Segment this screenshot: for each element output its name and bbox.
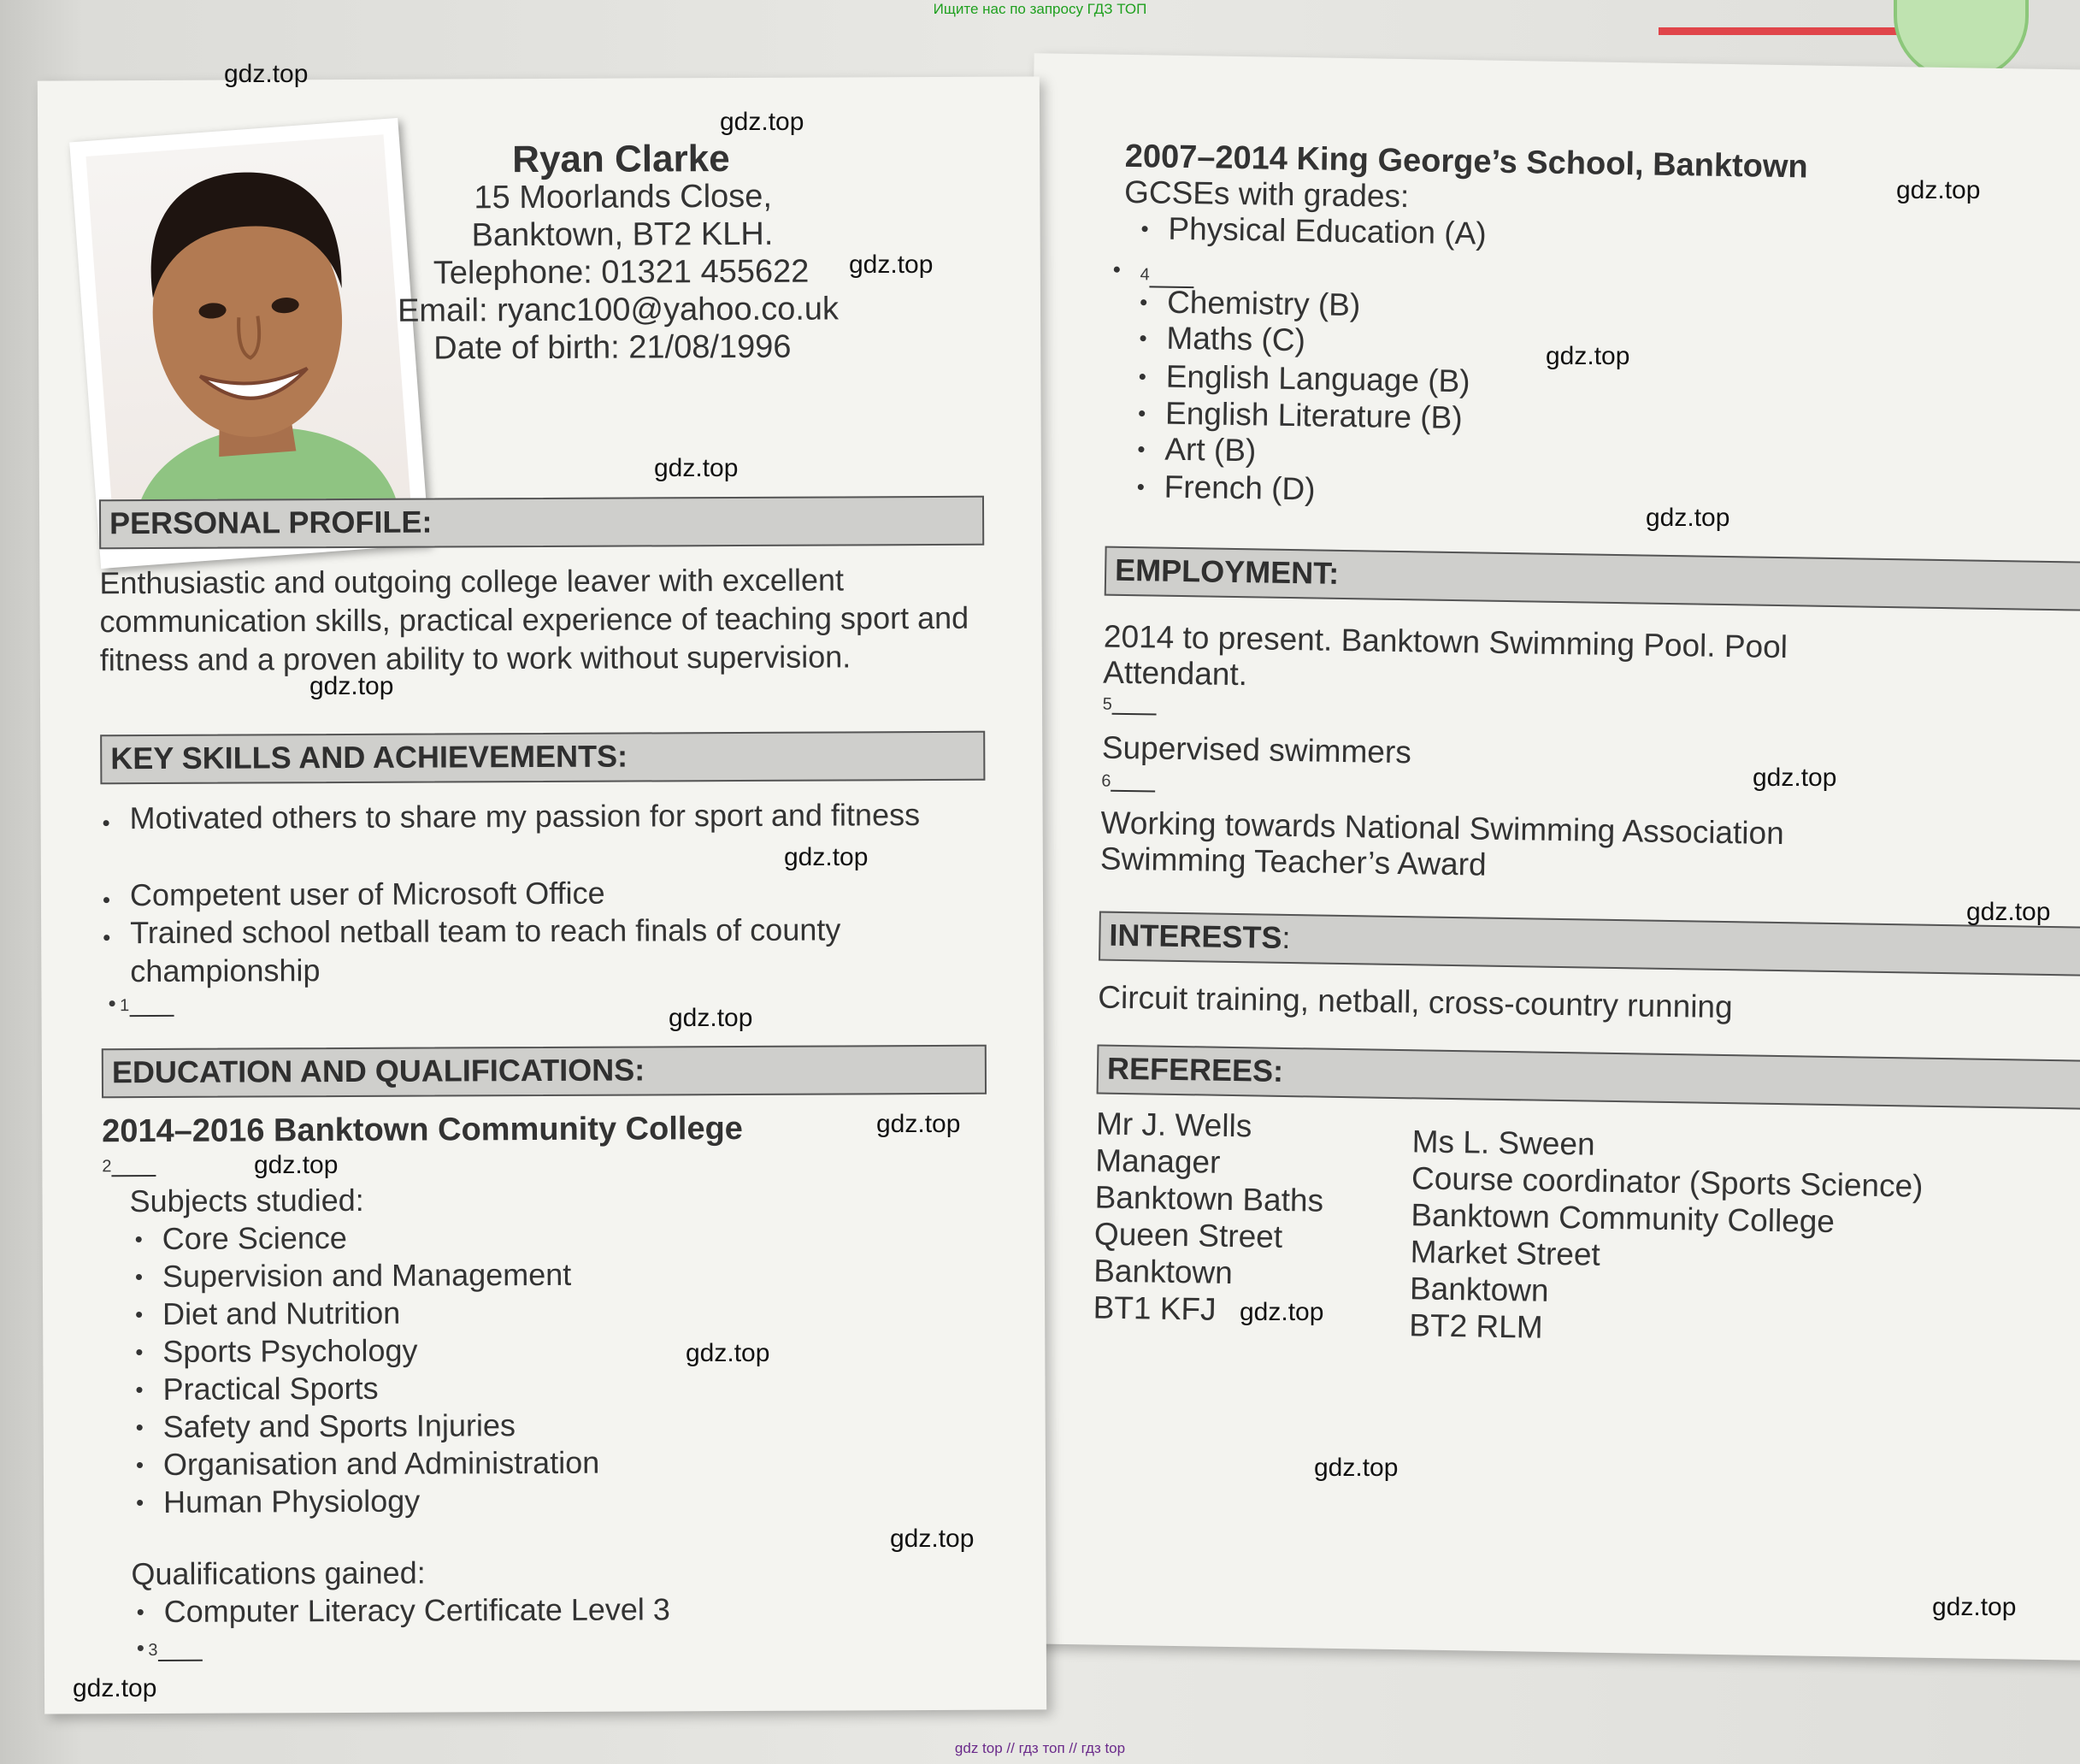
employment-line: Attendant.: [1103, 654, 1248, 693]
employment-line: 2014 to present. Banktown Swimming Pool. Pool: [1103, 618, 1788, 665]
watermark: gdz.top: [654, 454, 739, 482]
employment-duty: Supervised swimmers: [1101, 729, 1412, 770]
referee-line: Manager: [1095, 1142, 1221, 1180]
watermark: gdz.top: [686, 1339, 770, 1367]
watermark: gdz.top: [309, 672, 394, 700]
address-line: Banktown, BT2 KLH.: [471, 215, 774, 254]
address-line: 15 Moorlands Close,: [474, 178, 773, 216]
watermark: gdz.top: [1896, 176, 1981, 204]
portrait-image: [85, 134, 411, 534]
personal-profile-text: Enthusiastic and outgoing college leaver with excellent communication skills, practical experience of teaching sport and fitness and a proven ability to work without supervision.: [99, 562, 969, 678]
qualifications-label: Qualifications gained:: [131, 1555, 426, 1592]
skill-item: • Motivated others to share my passion for sport and fitness: [130, 795, 951, 837]
watermark: gdz.top: [849, 251, 934, 279]
email: Email: ryanc100@yahoo.co.uk: [397, 291, 840, 329]
referee-line: BT2 RLM: [1409, 1307, 1543, 1345]
bottom-banner[interactable]: gdz top // гдз топ // гдз top: [954, 1740, 1126, 1756]
gcse-item: • English Language (B): [1165, 359, 1470, 400]
telephone: Telephone: 01321 455622: [433, 253, 810, 292]
qualification-item: • Computer Literacy Certificate Level 3: [164, 1591, 670, 1630]
referee-line: Banktown Baths: [1094, 1179, 1324, 1218]
gcse-item: • English Literature (B): [1165, 396, 1463, 436]
cv-left-page: [38, 76, 1046, 1714]
subject-item: • Supervision and Management: [162, 1257, 571, 1295]
referee-line: Banktown: [1093, 1253, 1234, 1291]
college-title: 2014–2016 Banktown Community College: [102, 1110, 743, 1150]
watermark: gdz.top: [1240, 1298, 1324, 1326]
gcse-label: GCSEs with grades:: [1123, 174, 1410, 215]
referee-line: Market Street: [1410, 1234, 1601, 1272]
watermark: gdz.top: [73, 1674, 157, 1702]
referee-line: Course coordinator (Sports Science): [1411, 1160, 1924, 1204]
referee-line: BT1 KFJ: [1093, 1289, 1217, 1327]
gcse-item: • Chemistry (B): [1167, 285, 1361, 324]
subject-item: • Organisation and Administration: [163, 1445, 599, 1483]
gap-1: • 1: [108, 990, 174, 1017]
award-line: Working towards National Swimming Association: [1100, 805, 1785, 852]
watermark: gdz.top: [224, 60, 309, 88]
gcse-item: • French (D): [1164, 469, 1315, 508]
gcse-item: • Physical Education (A): [1168, 211, 1487, 252]
watermark: gdz.top: [1932, 1593, 2017, 1621]
gap-6: 6: [1101, 768, 1156, 793]
referee-line: Banktown Community College: [1411, 1197, 1835, 1240]
award-line: Swimming Teacher’s Award: [1099, 841, 1487, 882]
subjects-label: Subjects studied:: [129, 1182, 364, 1219]
watermark: gdz.top: [890, 1525, 975, 1553]
subject-item: • Diet and Nutrition: [162, 1295, 400, 1332]
subject-item: • Safety and Sports Injuries: [163, 1407, 516, 1445]
interests-heading: INTERESTS:: [1099, 911, 2080, 976]
gcse-item: • Art (B): [1164, 432, 1257, 469]
education-heading: EDUCATION AND QUALIFICATIONS:: [102, 1045, 987, 1099]
gap-4: • 4: [1140, 251, 1194, 288]
subject-item: • Practical Sports: [162, 1371, 378, 1407]
watermark: gdz.top: [1753, 764, 1837, 792]
skill-item: • Competent user of Microsoft Office: [130, 872, 951, 914]
interests-text: Circuit training, netball, cross-country running: [1098, 979, 1733, 1025]
red-accent-bar: [1659, 27, 1924, 35]
gcse-item: • Maths (C): [1166, 321, 1305, 359]
personal-profile-heading: PERSONAL PROFILE:: [99, 496, 984, 550]
cv-right-page: [1009, 53, 2080, 1661]
skill-item: • Trained school netball team to reach finals of county championship: [130, 910, 951, 990]
subject-item: • Sports Psychology: [162, 1333, 417, 1370]
referee-line: Queen Street: [1093, 1216, 1283, 1254]
key-skills-heading: KEY SKILLS AND ACHIEVEMENTS:: [100, 731, 985, 785]
referee-line: Ms L. Sween: [1411, 1124, 1595, 1162]
watermark: gdz.top: [1966, 898, 2051, 926]
watermark: gdz.top: [876, 1110, 961, 1138]
date-of-birth: Date of birth: 21/08/1996: [433, 328, 792, 367]
watermark: gdz.top: [669, 1004, 753, 1032]
watermark: gdz.top: [1314, 1454, 1399, 1482]
watermark: gdz.top: [1546, 342, 1630, 370]
employment-heading: EMPLOYMENT:: [1105, 546, 2080, 611]
gap-3: • 3: [137, 1635, 203, 1661]
referee-line: Banktown: [1409, 1271, 1549, 1308]
subject-item: • Core Science: [162, 1220, 347, 1257]
top-banner[interactable]: Ищите нас по запросу ГДЗ ТОП: [933, 1, 1147, 17]
referees-heading: REFEREES:: [1097, 1045, 2080, 1110]
cv-name: Ryan Clarke: [512, 138, 730, 181]
watermark: gdz.top: [784, 843, 869, 871]
watermark: gdz.top: [254, 1151, 339, 1179]
school-title: 2007–2014 King George’s School, Banktown: [1124, 138, 1809, 186]
watermark: gdz.top: [720, 108, 804, 136]
gap-5: 5: [1103, 691, 1158, 716]
watermark: gdz.top: [1646, 504, 1730, 532]
subject-item: • Human Physiology: [163, 1484, 420, 1520]
referee-line: Mr J. Wells: [1095, 1106, 1252, 1144]
gap-2: 2: [102, 1153, 156, 1177]
